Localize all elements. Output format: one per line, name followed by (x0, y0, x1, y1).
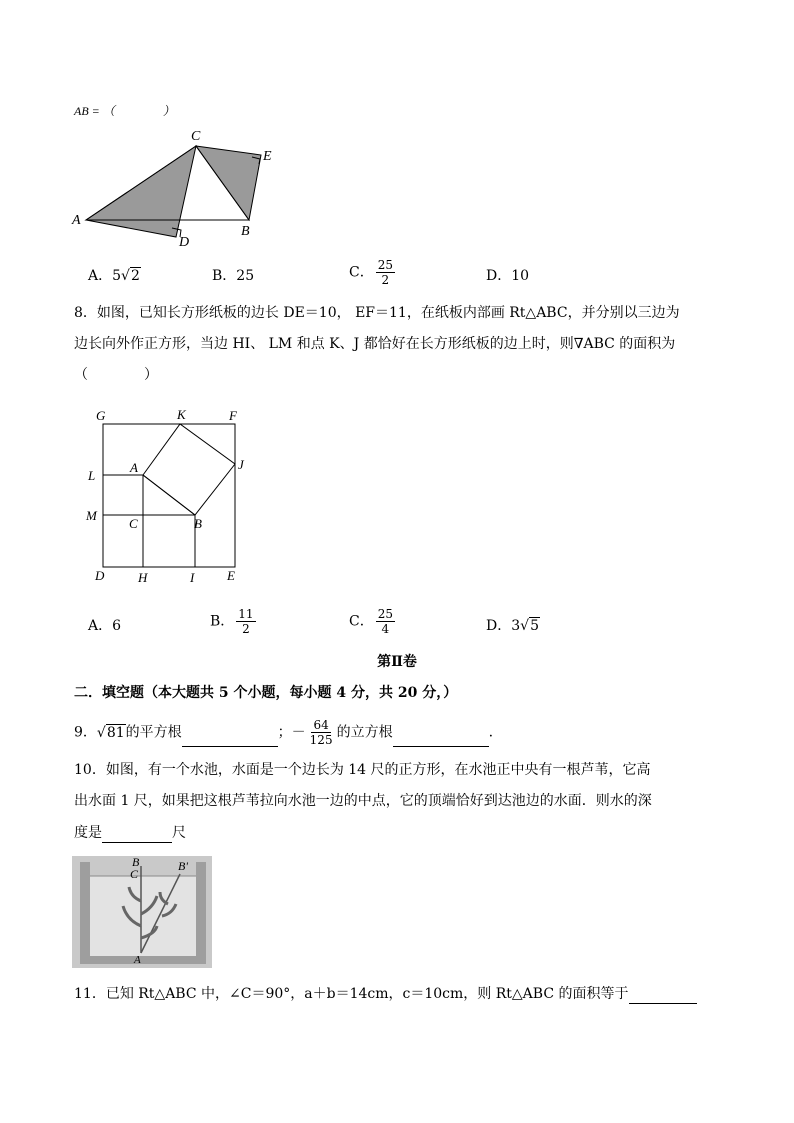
q8-label-f: F (229, 408, 237, 423)
q8-option-d[interactable]: D．3√5 (486, 618, 539, 634)
q10-water (90, 876, 196, 956)
q8-label-j: J (238, 457, 244, 472)
q10-label-b-prime: B' (178, 859, 188, 873)
q10-blank[interactable] (102, 822, 172, 843)
q8-line-1: 8．如图，已知长方形纸板的边长 DE＝10， EF＝11，在纸板内部画 Rt△ABC，并分别以三边为 (74, 305, 680, 321)
q10-pool-wall-right (196, 862, 206, 962)
q8-option-b[interactable]: B． $\frac{11}{2}$ (210, 607, 254, 636)
q8-label-l: L (88, 468, 96, 483)
q7-label-a: A (72, 213, 81, 228)
q8-line-ab (143, 475, 195, 515)
q11-line: 11．已知 Rt△ABC 中，∠C＝90°，a＋b＝14cm，c＝10cm，则 Rt△ABC 的面积等于 (74, 983, 697, 1004)
q10-label-b: B (132, 856, 140, 869)
q8-label-i: I (190, 570, 195, 585)
q9-blank-1[interactable] (182, 726, 278, 747)
q8-square-lac (103, 475, 143, 515)
q8-option-a[interactable]: A．6 (88, 618, 122, 634)
q9-line: 9．√81的平方根 ；－ $\frac{64}{125}$ 的立方根 . (74, 718, 494, 747)
q10-label-c: C (130, 867, 139, 881)
q10-line-2: 出水面 1 尺，如果把这根芦苇拉向水池一边的中点，它的顶端恰好到达池边的水面．则水的深 (74, 793, 652, 809)
q8-label-d: D (95, 568, 105, 583)
q7-option-c[interactable]: C． $\frac{25}{2}$ (349, 258, 393, 287)
q7-label-e: E (263, 149, 272, 164)
q8-label-e: E (227, 568, 235, 583)
q7-stem: AB = （ ） (74, 104, 175, 118)
q8-label-a: A (130, 460, 138, 475)
q8-label-m: M (86, 508, 97, 523)
q7-figure (68, 124, 288, 250)
q7-option-d[interactable]: D．10 (486, 268, 530, 284)
q8-label-b: B (194, 516, 202, 531)
q8-line-3: （ ） (74, 367, 158, 383)
q8-option-c[interactable]: C． $\frac{25}{4}$ (349, 607, 393, 636)
q8-label-h: H (138, 570, 148, 585)
q10-figure (72, 856, 212, 968)
q7-triangle-acd (86, 146, 196, 237)
q7-option-a[interactable]: A．5√2 (88, 268, 140, 284)
q8-label-g: G (96, 408, 106, 423)
q10-pool-wall-left (80, 862, 90, 962)
q8-square-akjb (143, 424, 235, 515)
q10-pool-bottom (80, 956, 206, 964)
q10-line-1: 10．如图，有一个水池，水面是一个边长为 14 尺的正方形，在水池正中央有一根芦苇，它高 (74, 762, 651, 778)
q8-line-2: 边长向外作正方形，当边 HI、 LM 和点 K、J 都恰好在长方形纸板的边上时，则∇ABC 的面积为 (74, 336, 676, 352)
q8-figure (82, 402, 262, 587)
q11-blank[interactable] (629, 983, 697, 1004)
q8-label-c: C (129, 516, 138, 531)
section-heading: 二．填空题（本大题共 5 个小题，每小题 4 分，共 20 分，） (74, 685, 458, 701)
q8-label-k: K (177, 407, 186, 422)
q7-label-d: D (179, 235, 190, 250)
q9-blank-2[interactable] (393, 726, 489, 747)
volume-title: 第Ⅱ卷 (377, 654, 417, 670)
q7-triangle-ceb (196, 146, 261, 220)
q7-label-c: C (191, 129, 201, 144)
q10-line-3: 度是 尺 (74, 822, 186, 843)
q7-label-b: B (241, 224, 250, 239)
q7-option-b[interactable]: B．25 (212, 268, 255, 284)
q10-label-a: A (134, 954, 141, 966)
